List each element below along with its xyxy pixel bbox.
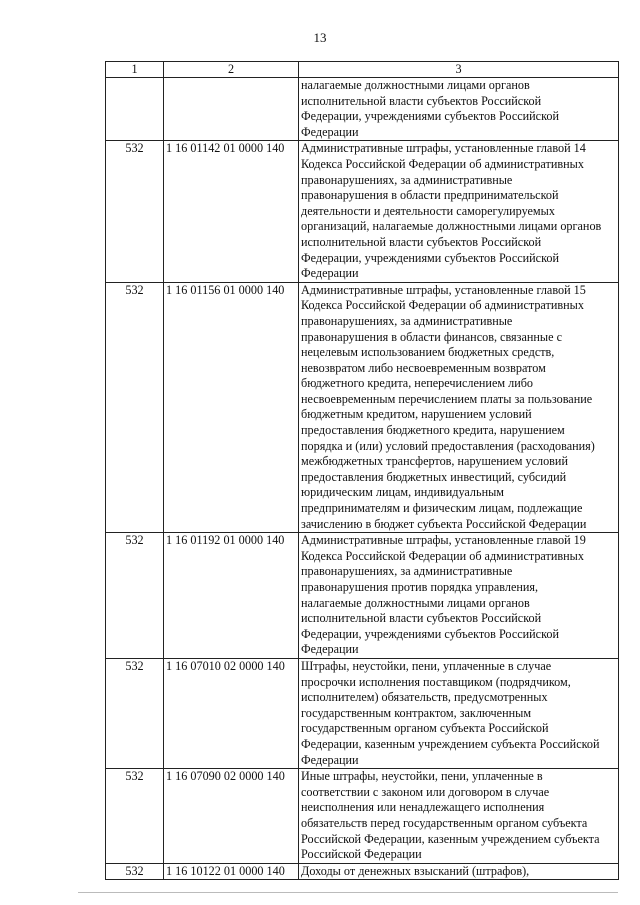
page-number: 13 [313,30,327,45]
description-line: Административные штрафы, установленные главой 14 [301,141,586,156]
budget-code-cell: 1 16 07090 02 0000 140 [164,769,299,864]
description-line: невозвратом либо несвоевременным возвратом [301,360,546,375]
table-row [106,863,619,880]
admin-code-cell: 532 [106,282,164,533]
description-line: нецелевым использованием бюджетных средств, [301,345,555,360]
table-row [106,769,619,864]
table-row [106,141,619,282]
description-line: налагаемые должностными лицами органов [301,78,530,92]
description-line: Кодекса Российской Федерации об административных [301,548,584,563]
budget-code-cell: 1 16 10122 01 0000 140 [164,863,299,880]
header-col-2: 2 [164,62,299,78]
description-line: правонарушениях, за административные [301,172,513,187]
page-bottom-rule [78,892,618,893]
description-line: Штрафы, неустойки, пени, уплаченные в случае [301,658,552,673]
description-line: Кодекса Российской Федерации об административных [301,156,584,171]
description-line: налагаемые должностными лицами органов [301,595,530,610]
description-line: правонарушения против порядка управления, [301,580,539,594]
description-line: порядка и (или) условий предоставления (расходования) [301,438,595,453]
description-line: Иные штрафы, неустойки, пени, уплаченные в [301,769,543,784]
description-line: исполнительной власти субъектов Российской [301,611,542,626]
admin-code-cell: 532 [106,863,164,880]
description-line: просрочки исполнения поставщиком (подрядчиком, [301,674,571,689]
table-body [106,78,619,880]
description-line: бюджетного кредита, неперечислением либо [301,376,534,391]
description-line: Кодекса Российской Федерации об административных [301,298,584,313]
description-line: Федерации, учреждениями субъектов Российской [301,109,560,124]
description-cell [299,141,619,282]
description-cell [299,78,619,141]
table-row [106,282,619,533]
description-line: правонарушениях, за административные [301,564,513,579]
description-line: предоставления бюджетного кредита, нарушением [301,423,565,438]
table-row [106,533,619,659]
description-line: Федерации [301,752,359,767]
description-line: зачислению в бюджет субъекта Российской Федерации [301,516,587,531]
description-cell [299,282,619,533]
budget-code-cell: 1 16 01142 01 0000 140 [164,141,299,282]
description-line: организаций, налагаемые должностными лицами органов [301,219,602,234]
description-line: соответствии с законом или договором в случае [301,784,550,799]
description-line: Федерации [301,266,359,281]
description-line: Российской Федерации, казенным учреждением субъекта [301,831,600,846]
table-row [106,78,619,141]
admin-code-cell: 532 [106,533,164,659]
description-line: Российской Федерации [301,847,422,862]
description-line: обязательств перед государственным органом субъекта [301,815,588,830]
description-line: предоставления бюджетных инвестиций, субсидий [301,469,567,484]
description-line: Федерации [301,642,359,657]
table-header [106,62,619,78]
description-line: предпринимателям и физическим лицам, подлежащие [301,501,583,516]
description-line: Доходы от денежных взысканий (штрафов), [301,863,530,878]
description-line: Административные штрафы, установленные главой 19 [301,533,586,548]
description-line: исполнителем) обязательств, предусмотренных [301,690,548,705]
description-cell [299,658,619,768]
description-line: правонарушения в области финансов, связанные с [301,329,562,344]
header-row [106,62,619,78]
budget-code-cell [164,78,299,141]
description-line: Федерации, учреждениями субъектов Российской [301,250,560,265]
table-row [106,658,619,768]
admin-code-cell: 532 [106,141,164,282]
budget-code-cell: 1 16 01156 01 0000 140 [164,282,299,533]
description-line: несвоевременным перечислением платы за пользование [301,391,593,406]
description-line: государственным органом субъекта Российской [301,721,549,736]
header-col-1: 1 [106,62,164,78]
budget-code-cell: 1 16 01192 01 0000 140 [164,533,299,659]
description-cell [299,863,619,880]
description-line: юридическим лицам, индивидуальным [301,485,504,500]
description-line: правонарушениях, за административные [301,313,513,328]
admin-code-cell [106,78,164,141]
admin-code-cell: 532 [106,658,164,768]
description-line: Федерации, учреждениями субъектов Российской [301,626,560,641]
admin-code-cell: 532 [106,769,164,864]
description-line: исполнительной власти субъектов Российской [301,234,542,249]
description-line: межбюджетных трансфертов, нарушением условий [301,454,568,469]
description-line: Федерации [301,124,359,139]
budget-code-cell: 1 16 07010 02 0000 140 [164,658,299,768]
description-line: бюджетным кредитом, нарушением условий [301,407,532,422]
revenue-codes-table [105,61,619,880]
description-line: деятельности и деятельности саморегулируемых [301,203,555,218]
description-line: исполнительной власти субъектов Российской [301,93,542,108]
description-line: Федерации, казенным учреждением субъекта Российской [301,736,600,751]
description-cell [299,769,619,864]
description-line: Административные штрафы, установленные главой 15 [301,282,586,297]
description-line: правонарушения в области предпринимательской [301,188,559,203]
description-line: государственным контрактом, заключенным [301,705,532,720]
header-col-3: 3 [299,62,619,78]
description-cell [299,533,619,659]
description-line: неисполнения или ненадлежащего исполнения [301,800,545,815]
